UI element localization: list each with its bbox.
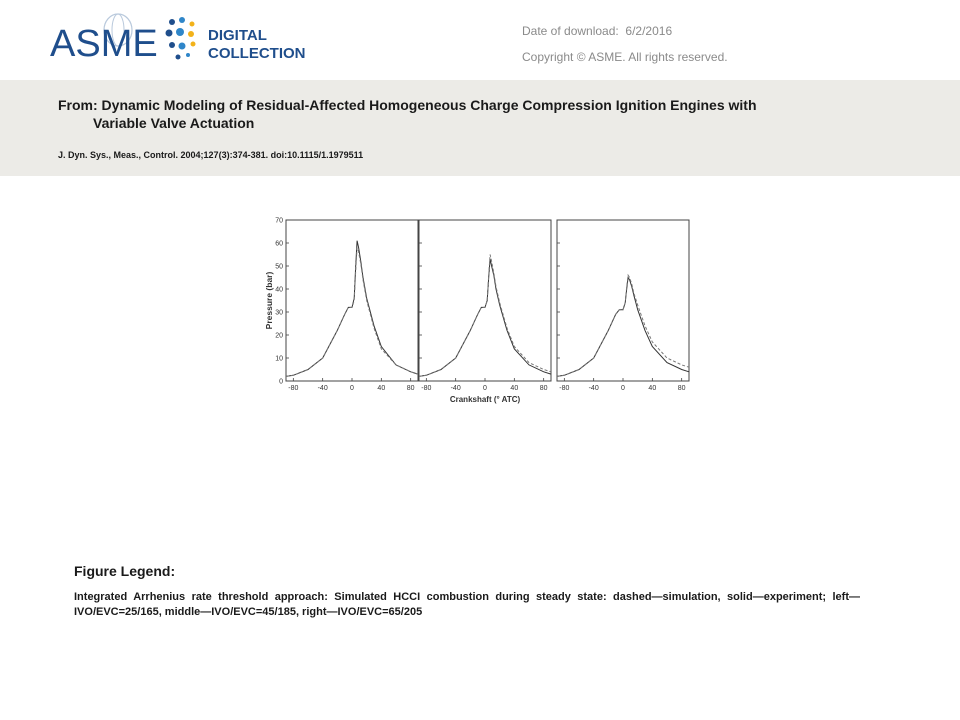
copyright-text: Copyright © ASME. All rights reserved. [522,50,728,64]
x-tick-label: 40 [510,385,519,392]
x-tick-label: -80 [559,385,570,392]
logo-dot [191,42,196,47]
y-tick-label: 50 [275,263,283,271]
x-tick-label: -40 [317,385,328,392]
figure-legend-title: Figure Legend: [74,563,176,579]
x-tick-label: 0 [350,385,354,392]
page-header [0,0,960,80]
y-tick-label: 40 [275,286,283,294]
x-tick-label: 0 [621,385,625,392]
date-label: Date of download: [522,24,619,38]
panel-frame-middle [419,220,551,381]
x-tick-label: -40 [450,385,461,392]
panel-frame-right [557,220,689,381]
panel-frame-left [286,220,418,381]
article-citation: J. Dyn. Sys., Meas., Control. 2004;127(3):374-381. doi:10.1115/1.1979511 [58,150,364,160]
x-tick-label: 40 [648,385,657,392]
x-tick-label: 0 [483,385,487,392]
logo-dot [186,53,190,57]
svg-text:COLLECTION: COLLECTION [208,45,306,62]
x-tick-label: 80 [406,385,415,392]
logo-dot [190,22,195,27]
article-title [58,96,878,132]
y-tick-label: 70 [275,217,283,225]
logo-dot [169,42,175,48]
svg-text:ASME: ASME [50,23,158,65]
logo-dot [188,31,194,37]
logo-dot [169,19,175,25]
figure-legend-text: Integrated Arrhenius rate threshold approach: Simulated HCCI combustion during steady state: dashed—simulation, solid—experiment; left—IVO/EVC=25/165, middle—IVO/EVC=45/185, right—IVO/EVC=65/205 [74,591,860,618]
logo-dot [179,43,186,50]
asme-digital-collection-logo [48,8,328,70]
date-value: 6/2/2016 [625,24,673,38]
y-tick-label: 30 [275,309,283,317]
logo-dot [179,17,185,23]
download-meta [522,18,728,70]
x-tick-label: 80 [677,385,686,392]
logo-dot [176,28,184,36]
article-title-line2: Variable Valve Actuation [93,115,255,131]
y-axis-label: Pressure (bar) [264,271,274,330]
x-tick-label: -80 [288,385,299,392]
svg-text:DIGITAL: DIGITAL [208,27,267,44]
x-tick-label: -40 [588,385,599,392]
logo-dot [176,55,181,60]
y-tick-label: 60 [275,240,283,248]
x-axis-label: Crankshaft (° ATC) [449,395,521,404]
logo-dots-icon [166,17,196,60]
x-tick-label: 80 [539,385,548,392]
y-tick-label: 0 [279,378,283,386]
article-title-line1: From: Dynamic Modeling of Residual-Affected Homogeneous Charge Compression Ignition Engines with [58,97,757,113]
logo-dot [166,30,173,37]
x-tick-label: -80 [421,385,432,392]
x-tick-label: 40 [377,385,386,392]
pressure-chart [258,208,708,408]
y-tick-label: 10 [275,355,283,363]
y-tick-label: 20 [275,332,283,340]
